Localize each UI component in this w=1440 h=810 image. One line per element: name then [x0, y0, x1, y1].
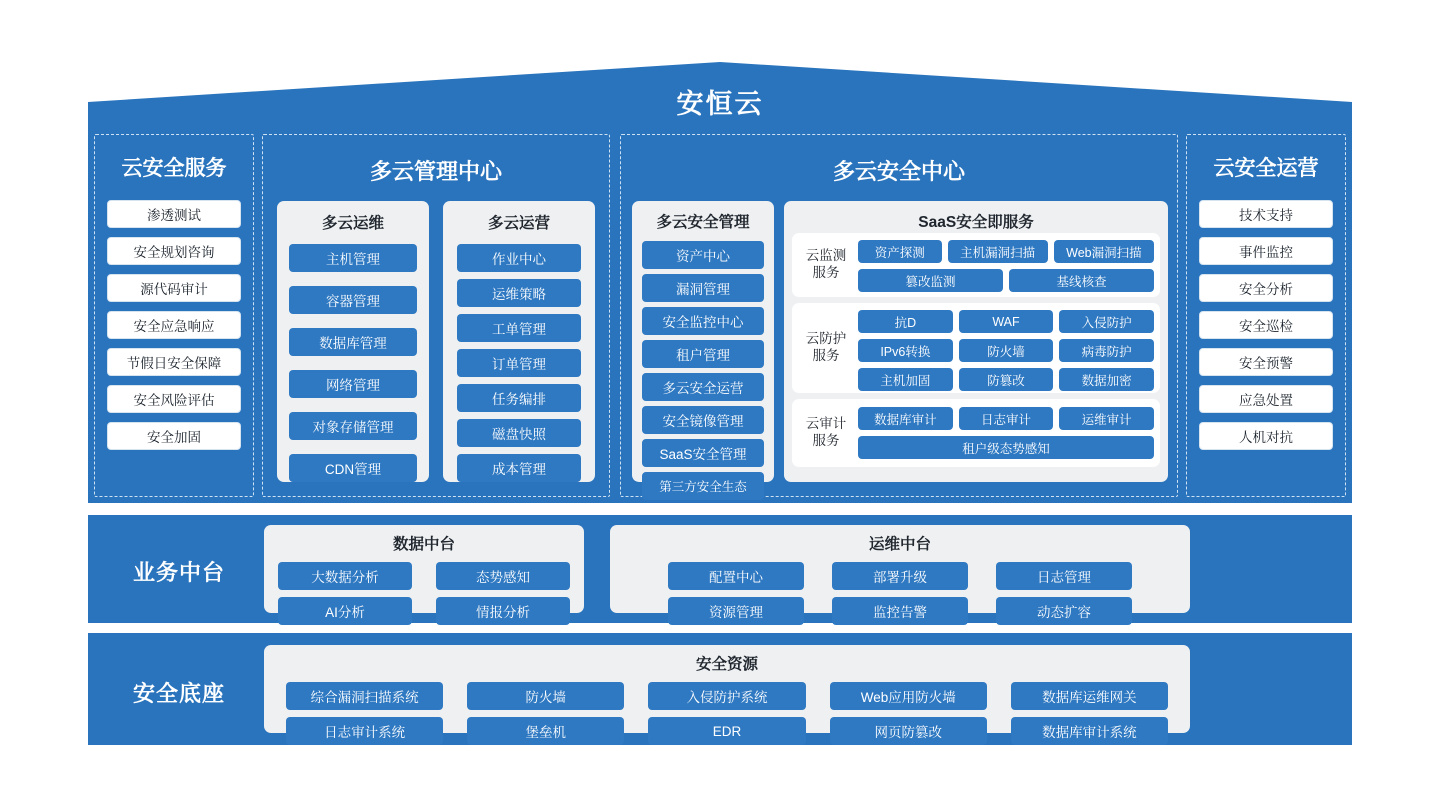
cloud-ops-item[interactable]: 数据库管理 [289, 328, 417, 356]
security-management-item[interactable]: 安全镜像管理 [642, 406, 764, 434]
cloud-operations-item[interactable]: 成本管理 [457, 454, 581, 482]
cloud-security-service-title: 云安全服务 [121, 157, 227, 180]
cloud-audit-item[interactable]: 数据库审计 [858, 407, 953, 430]
cloud-monitoring-item[interactable]: 基线核查 [1009, 269, 1154, 292]
ops-platform-item[interactable]: 动态扩容 [996, 597, 1132, 625]
security-resource-item[interactable]: 入侵防护系统 [648, 682, 805, 710]
service-item[interactable]: 安全风险评估 [107, 385, 241, 413]
cloud-protection-item[interactable]: 防火墙 [959, 339, 1054, 362]
cloud-ops-title: 多云运维 [321, 215, 384, 232]
roof-title: 安恒云 [676, 89, 764, 119]
data-platform-panel [264, 525, 584, 620]
security-resource-item[interactable]: 数据库审计系统 [1011, 717, 1168, 745]
multi-cloud-management-title: 多云管理中心 [369, 159, 502, 184]
ops-platform-item[interactable]: 资源管理 [668, 597, 804, 625]
security-base-label: 安全底座 [133, 681, 226, 706]
security-management-title: 多云安全管理 [656, 214, 750, 231]
cloud-monitoring-label: 云监测 服务 [805, 248, 847, 280]
security-resource-item[interactable]: EDR [648, 717, 805, 745]
cloud-operations-title: 多云运营 [487, 215, 550, 232]
cloud-monitoring-item[interactable]: 篡改监测 [858, 269, 1003, 292]
cloud-ops-item[interactable]: 网络管理 [289, 370, 417, 398]
cloud-security-operations-column [1186, 134, 1346, 497]
security-resource-item[interactable]: 综合漏洞扫描系统 [286, 682, 443, 710]
ops-item[interactable]: 技术支持 [1199, 200, 1333, 228]
cloud-protection-item[interactable]: 数据加密 [1059, 368, 1154, 391]
multi-cloud-security-management-panel [632, 201, 774, 494]
service-item[interactable]: 安全加固 [107, 422, 241, 450]
ops-item[interactable]: 事件监控 [1199, 237, 1333, 265]
service-item[interactable]: 源代码审计 [107, 274, 241, 302]
security-management-item[interactable]: 资产中心 [642, 241, 764, 269]
cloud-operations-item[interactable]: 作业中心 [457, 244, 581, 272]
security-resource-item[interactable]: 堡垒机 [467, 717, 624, 745]
security-resource-item[interactable]: 网页防篡改 [830, 717, 987, 745]
security-resource-item[interactable]: 数据库运维网关 [1011, 682, 1168, 710]
ops-item[interactable]: 人机对抗 [1199, 422, 1333, 450]
cloud-ops-panel [277, 201, 429, 482]
cloud-operations-item[interactable]: 任务编排 [457, 384, 581, 412]
security-resource-panel [264, 645, 1190, 740]
cloud-audit-label: 云审计 服务 [805, 416, 847, 448]
cloud-operations-item[interactable]: 工单管理 [457, 314, 581, 342]
security-management-item[interactable]: 多云安全运营 [642, 373, 764, 401]
security-management-item[interactable]: 安全监控中心 [642, 307, 764, 335]
multi-cloud-management-center [262, 134, 610, 497]
data-platform-item[interactable]: 态势感知 [436, 562, 570, 590]
security-management-item[interactable]: 租户管理 [642, 340, 764, 368]
cloud-operations-item[interactable]: 磁盘快照 [457, 419, 581, 447]
ops-item[interactable]: 安全巡检 [1199, 311, 1333, 339]
service-item[interactable]: 安全规划咨询 [107, 237, 241, 265]
cloud-protection-item[interactable]: 病毒防护 [1059, 339, 1154, 362]
cloud-audit-section [792, 399, 1160, 467]
ops-item[interactable]: 安全预警 [1199, 348, 1333, 376]
ops-platform-item[interactable]: 配置中心 [668, 562, 804, 590]
security-management-item[interactable]: 第三方安全生态 [642, 472, 764, 500]
cloud-ops-item[interactable]: CDN管理 [289, 454, 417, 482]
cloud-audit-item[interactable]: 运维审计 [1059, 407, 1154, 430]
cloud-audit-item[interactable]: 日志审计 [959, 407, 1054, 430]
cloud-ops-item[interactable]: 对象存储管理 [289, 412, 417, 440]
security-resource-item[interactable]: Web应用防火墙 [830, 682, 987, 710]
cloud-monitoring-section [792, 233, 1160, 297]
ops-platform-panel [610, 525, 1190, 620]
cloud-protection-item[interactable]: 防篡改 [959, 368, 1054, 391]
ops-platform-title: 运维中台 [868, 536, 931, 553]
service-item[interactable]: 安全应急响应 [107, 311, 241, 339]
cloud-protection-section [792, 303, 1160, 393]
business-platform-label: 业务中台 [133, 560, 226, 585]
ops-platform-item[interactable]: 监控告警 [832, 597, 968, 625]
service-item[interactable]: 渗透测试 [107, 200, 241, 228]
cloud-operations-item[interactable]: 运维策略 [457, 279, 581, 307]
ops-item[interactable]: 应急处置 [1199, 385, 1333, 413]
cloud-security-service-column [94, 134, 254, 497]
cloud-protection-item[interactable]: 主机加固 [858, 368, 953, 391]
cloud-monitoring-item[interactable]: Web漏洞扫描 [1054, 240, 1154, 263]
ops-item[interactable]: 安全分析 [1199, 274, 1333, 302]
cloud-protection-label: 云防护 服务 [805, 331, 847, 363]
security-resource-item[interactable]: 日志审计系统 [286, 717, 443, 745]
data-platform-item[interactable]: 大数据分析 [278, 562, 412, 590]
cloud-protection-item[interactable]: 抗D [858, 310, 953, 333]
data-platform-item[interactable]: 情报分析 [436, 597, 570, 625]
multi-cloud-security-title: 多云安全中心 [832, 159, 965, 184]
cloud-protection-item[interactable]: IPv6转换 [858, 339, 953, 362]
roof-shape [88, 62, 1352, 128]
cloud-operations-panel [443, 201, 595, 482]
cloud-ops-item[interactable]: 容器管理 [289, 286, 417, 314]
multi-cloud-security-center [620, 134, 1178, 497]
cloud-protection-item[interactable]: 入侵防护 [1059, 310, 1154, 333]
saas-security-panel [784, 201, 1168, 482]
cloud-monitoring-item[interactable]: 资产探测 [858, 240, 942, 263]
security-management-item[interactable]: 漏洞管理 [642, 274, 764, 302]
cloud-ops-item[interactable]: 主机管理 [289, 244, 417, 272]
security-resource-item[interactable]: 防火墙 [467, 682, 624, 710]
data-platform-title: 数据中台 [392, 536, 455, 553]
ops-platform-item[interactable]: 部署升级 [832, 562, 968, 590]
security-resource-title: 安全资源 [695, 656, 758, 673]
cloud-security-operations-title: 云安全运营 [1213, 157, 1319, 180]
data-platform-item[interactable]: AI分析 [278, 597, 412, 625]
cloud-monitoring-item[interactable]: 主机漏洞扫描 [948, 240, 1048, 263]
cloud-operations-item[interactable]: 订单管理 [457, 349, 581, 377]
security-management-item[interactable]: SaaS安全管理 [642, 439, 764, 467]
cloud-audit-item[interactable]: 租户级态势感知 [858, 436, 1154, 459]
ops-platform-item[interactable]: 日志管理 [996, 562, 1132, 590]
service-item[interactable]: 节假日安全保障 [107, 348, 241, 376]
saas-security-title: SaaS安全即服务 [918, 214, 1034, 231]
cloud-protection-item[interactable]: WAF [959, 310, 1054, 333]
